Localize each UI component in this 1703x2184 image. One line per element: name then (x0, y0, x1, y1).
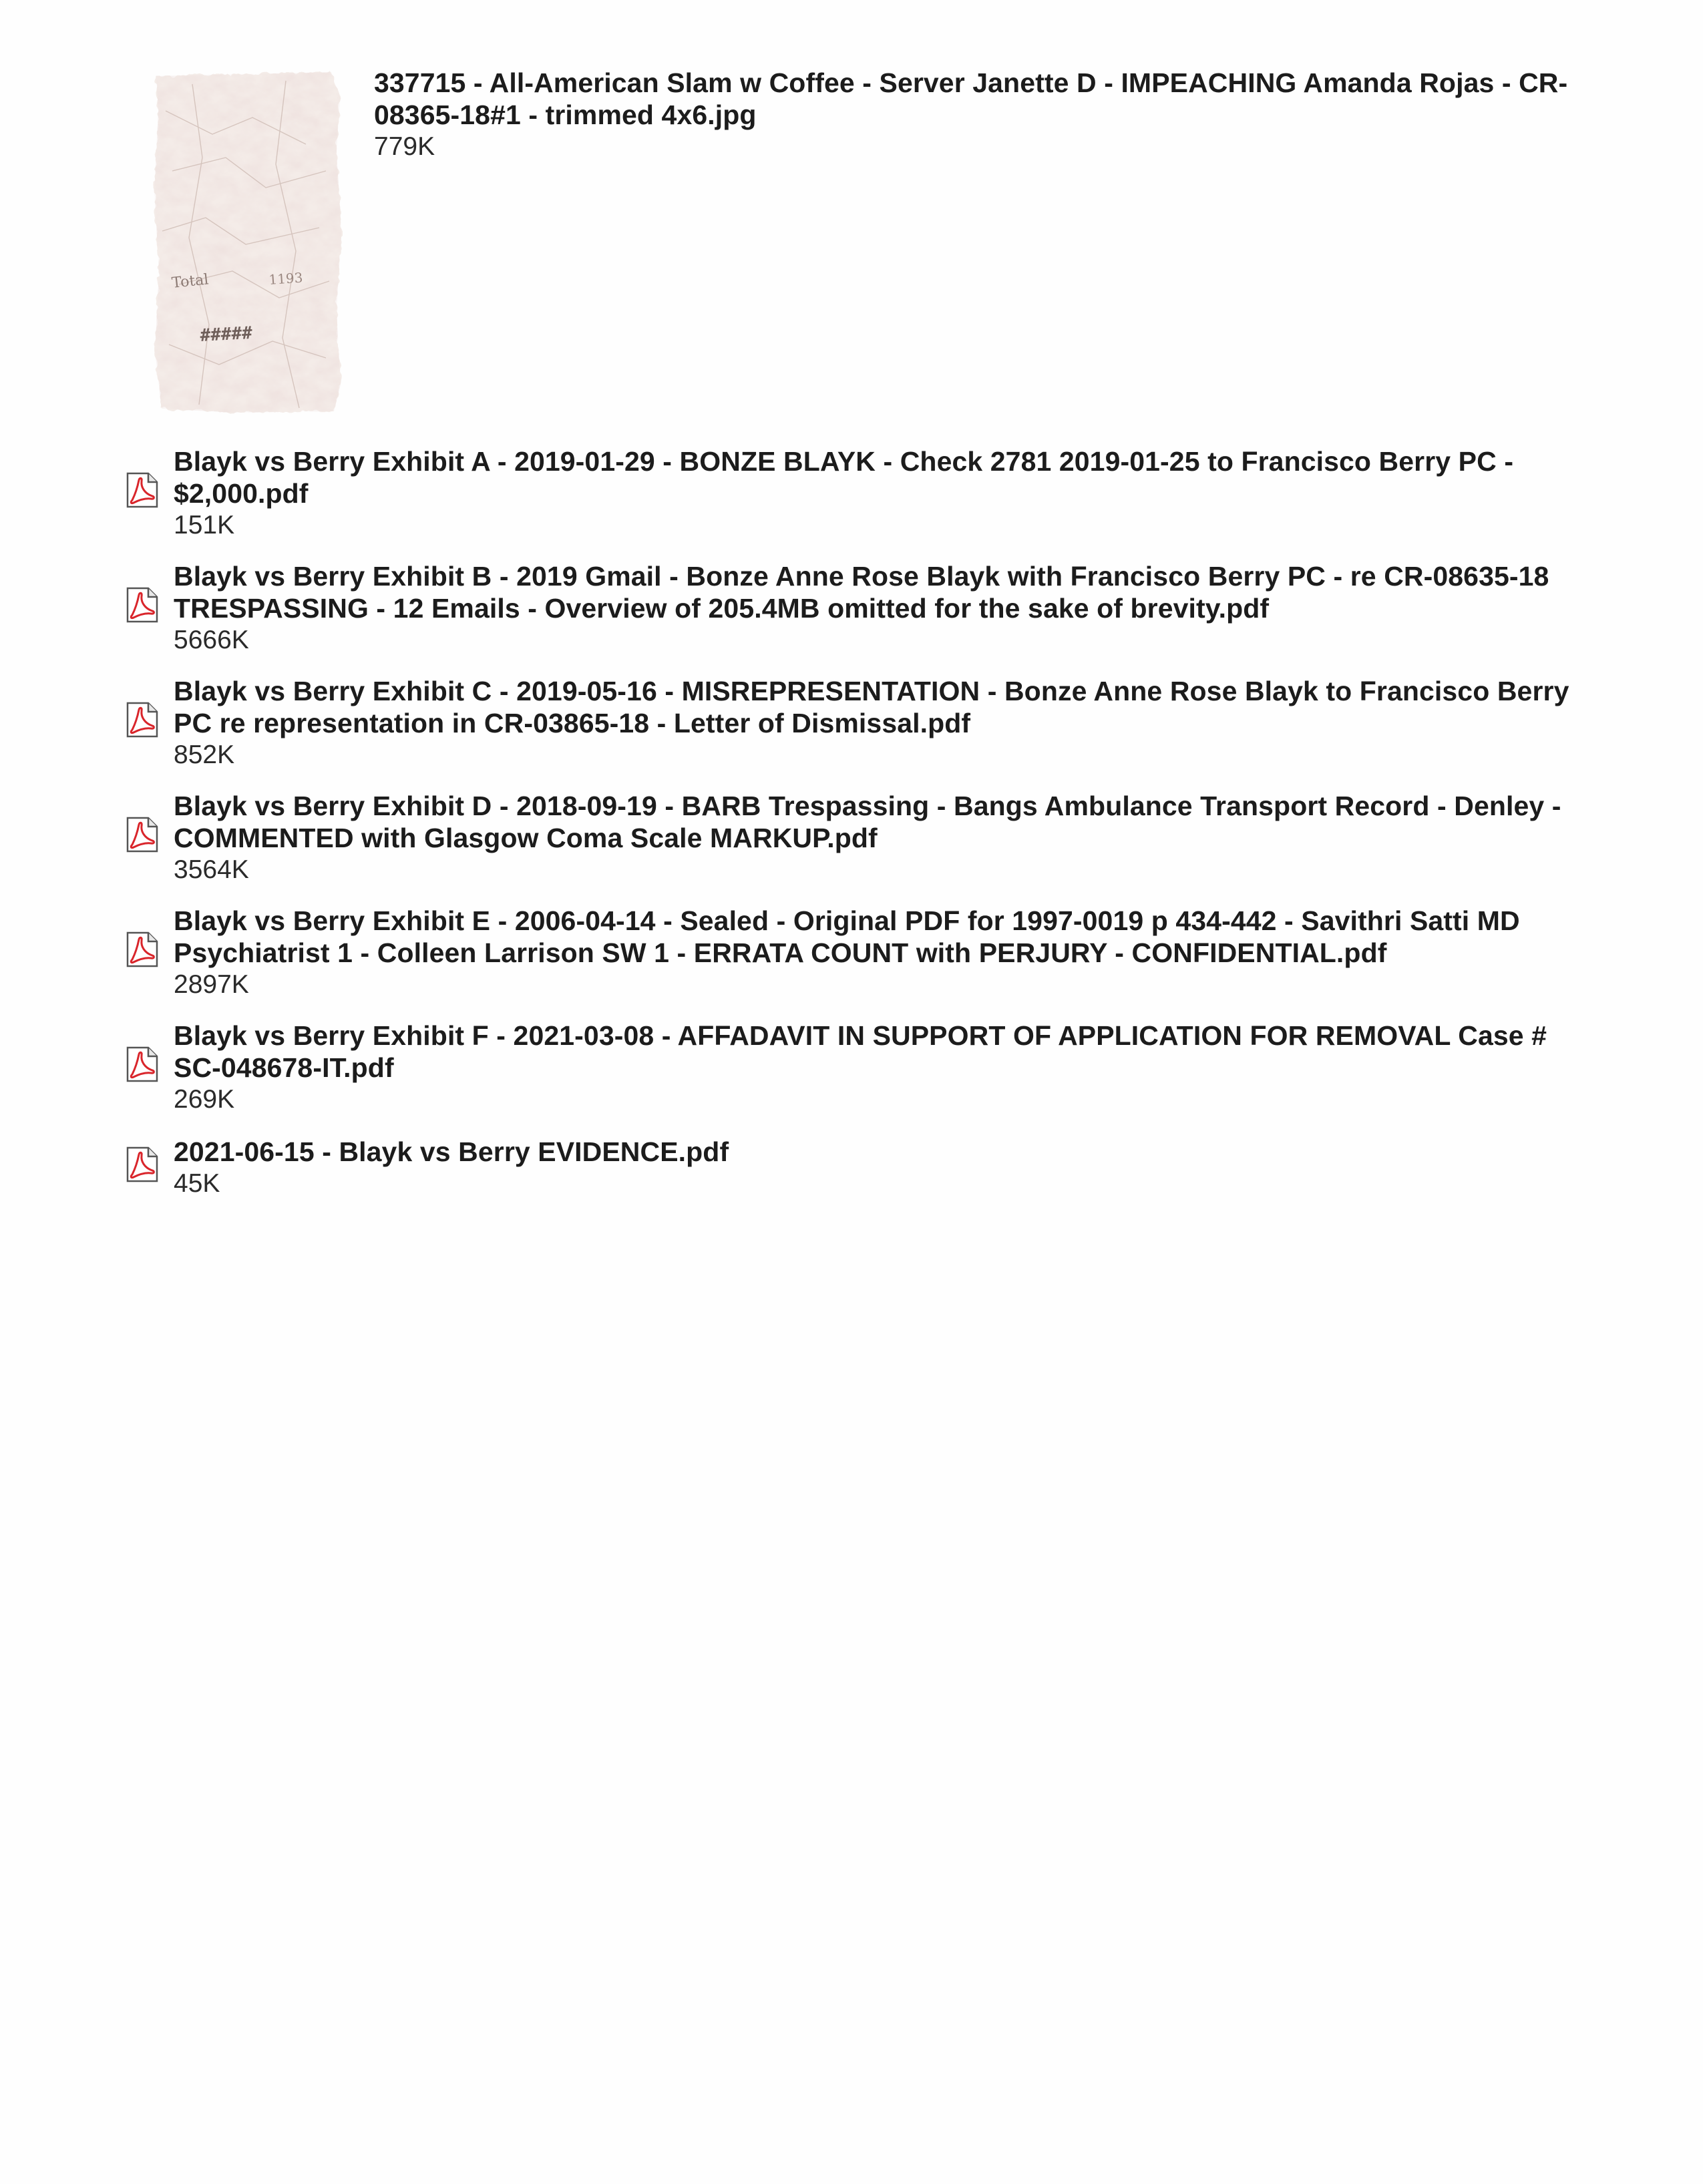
attachment-title-line-1[interactable]: Blayk vs Berry Exhibit F - 2021-03-08 - AFFADAVIT IN SUPPORT OF APPLICATION FOR REMOVAL Case # (174, 1020, 1547, 1051)
attachment-title-line-1[interactable]: Blayk vs Berry Exhibit D - 2018-09-19 - BARB Trespassing - Bangs Ambulance Transport Record - Denley - (174, 791, 1561, 821)
pdf-file-icon[interactable] (126, 817, 159, 853)
attachment-size: 151K (174, 511, 235, 539)
attachment-title-line-2[interactable]: TRESPASSING - 12 Emails - Overview of 205.4MB omitted for the sake of brevity.pdf (174, 593, 1270, 624)
attachment-title-line-2[interactable]: PC re representation in CR-03865-18 - Letter of Dismissal.pdf (174, 708, 971, 738)
attachment-title-line-1[interactable]: Blayk vs Berry Exhibit B - 2019 Gmail - Bonze Anne Rose Blayk with Francisco Berry PC - re CR-08635-18 (174, 561, 1549, 592)
receipt-total-label: Total (171, 271, 210, 292)
pdf-file-icon[interactable] (126, 1046, 159, 1082)
pdf-file-icon[interactable] (126, 931, 159, 967)
attachment-size: 5666K (174, 626, 249, 654)
pdf-file-icon[interactable] (126, 587, 159, 623)
attachment-title-line-2[interactable]: COMMENTED with Glasgow Coma Scale MARKUP.pdf (174, 823, 878, 853)
image-file-title-line-2[interactable]: 08365-18#1 - trimmed 4x6.jpg (374, 99, 757, 130)
pdf-file-icon[interactable] (126, 1146, 159, 1182)
image-attachment[interactable] (152, 67, 1581, 417)
receipt-total-value: 1193 (268, 269, 304, 288)
attachment-size: 852K (174, 740, 235, 769)
image-file-title-line-1[interactable]: 337715 - All-American Slam w Coffee - Server Janette D - IMPEACHING Amanda Rojas - CR- (374, 67, 1568, 98)
image-file-size: 779K (374, 132, 435, 161)
attachment-title-line-1[interactable]: Blayk vs Berry Exhibit C - 2019-05-16 - MISREPRESENTATION - Bonze Anne Rose Blayk to Francisco Berry (174, 676, 1569, 706)
attachment-title-line-1[interactable]: 2021-06-15 - Blayk vs Berry EVIDENCE.pdf (174, 1136, 729, 1167)
attachment-title-line-1[interactable]: Blayk vs Berry Exhibit E - 2006-04-14 - Sealed - Original PDF for 1997-0019 p 434-442 - Savithri Satti MD (174, 905, 1520, 936)
attachment-size: 3564K (174, 855, 249, 884)
attachment-size: 269K (174, 1085, 235, 1114)
attachment-title-line-2[interactable]: SC-048678-IT.pdf (174, 1052, 394, 1083)
attachment-title-line-1[interactable]: Blayk vs Berry Exhibit A - 2019-01-29 - BONZE BLAYK - Check 2781 2019-01-25 to Francisco Berry PC - (174, 446, 1514, 477)
attachment-title-line-2[interactable]: Psychiatrist 1 - Colleen Larrison SW 1 - ERRATA COUNT with PERJURY - CONFIDENTIAL.pdf (174, 937, 1387, 968)
receipt-stamp: ##### (199, 322, 253, 346)
pdf-file-icon[interactable] (126, 472, 159, 508)
attachment-size: 45K (174, 1169, 220, 1198)
image-meta (374, 67, 1583, 163)
receipt-photo-icon[interactable] (152, 71, 343, 415)
pdf-file-icon[interactable] (126, 702, 159, 738)
attachment-title-line-2[interactable]: $2,000.pdf (174, 478, 309, 509)
attachment-size: 2897K (174, 970, 249, 999)
